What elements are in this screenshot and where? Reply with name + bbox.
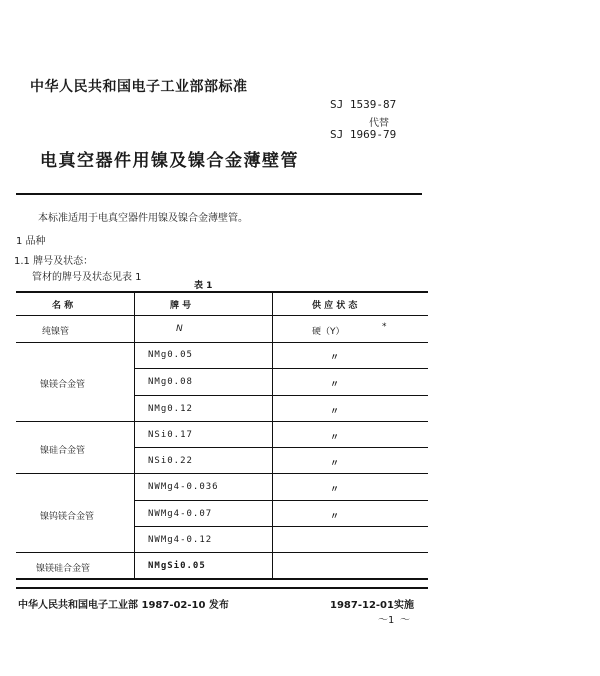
table-bottom-rule <box>16 578 428 580</box>
table-rule <box>134 368 428 369</box>
row-name-nickel-silicon: 镍硅合金管 <box>40 446 86 456</box>
row-grade: NSi0.22 <box>148 456 193 466</box>
header-name: 名 称 <box>52 301 74 311</box>
row-grade: N <box>176 324 183 334</box>
table-rule <box>16 552 428 553</box>
row-state: 〃 <box>330 459 340 469</box>
table-rule <box>16 421 428 422</box>
table-rule <box>16 342 428 343</box>
replaced-standard-code: SJ 1969-79 <box>330 128 397 141</box>
standard-code: SJ 1539-87 <box>330 98 397 111</box>
table-rule <box>16 473 428 474</box>
header-supply-state: 供 应 状 态 <box>312 301 358 311</box>
effective-date: 1987-12-01实施 <box>330 600 414 611</box>
row-state: 〃 <box>330 433 340 443</box>
row-state-note: * <box>382 322 387 332</box>
table-rule <box>134 500 428 501</box>
table-top-rule <box>16 291 428 293</box>
ministry-header: 中华人民共和国电子工业部部标准 <box>30 79 248 95</box>
section-1-heading: 1 品种 <box>16 236 46 247</box>
table-column-rule <box>134 293 135 579</box>
row-grade: NSi0.17 <box>148 430 193 440</box>
row-state: 〃 <box>330 485 340 495</box>
row-state: 硬（Y） <box>312 327 345 337</box>
row-grade: NMg0.12 <box>148 404 193 414</box>
row-grade: NWMg4-0.036 <box>148 482 219 492</box>
section-1-1-heading: 1.1 牌号及状态： <box>14 256 94 267</box>
row-grade: NMg0.05 <box>148 350 193 360</box>
table-caption: 表 1 <box>194 281 213 291</box>
row-state: 〃 <box>330 512 340 522</box>
row-grade: NMg0.08 <box>148 377 193 387</box>
table-rule <box>134 395 428 396</box>
row-state: 〃 <box>330 380 340 390</box>
row-name-nickel-magnesium-silicon: 镍镁硅合金管 <box>36 564 91 574</box>
title-divider <box>16 193 422 195</box>
row-grade: NMgSi0.05 <box>148 561 206 571</box>
replaces-label: 代替 <box>369 118 389 129</box>
row-name-nickel-magnesium: 镍镁合金管 <box>40 380 86 390</box>
row-grade: NWMg4-0.07 <box>148 509 213 519</box>
table-column-rule <box>272 293 273 579</box>
row-name-pure-nickel: 纯镍管 <box>42 327 70 337</box>
row-state: 〃 <box>330 407 340 417</box>
table-header-rule <box>16 315 428 316</box>
table-rule <box>134 526 428 527</box>
issue-date: 中华人民共和国电子工业部 1987-02-10 发布 <box>18 600 229 611</box>
document-title: 电真空器件用镍及镍合金薄壁管 <box>40 151 299 171</box>
scope-paragraph: 本标准适用于电真空器件用镍及镍合金薄壁管。 <box>38 213 248 224</box>
section-1-1-text: 管材的牌号及状态见表 1 <box>32 272 142 283</box>
header-grade: 牌 号 <box>170 301 192 311</box>
page-number: ～1 ～ <box>378 615 411 626</box>
row-name-nickel-tungsten-magnesium: 镍钨镁合金管 <box>40 512 95 522</box>
row-state: 〃 <box>330 353 340 363</box>
row-grade: NWMg4-0.12 <box>148 535 213 545</box>
table-rule <box>134 447 428 448</box>
footer-rule <box>16 587 428 589</box>
